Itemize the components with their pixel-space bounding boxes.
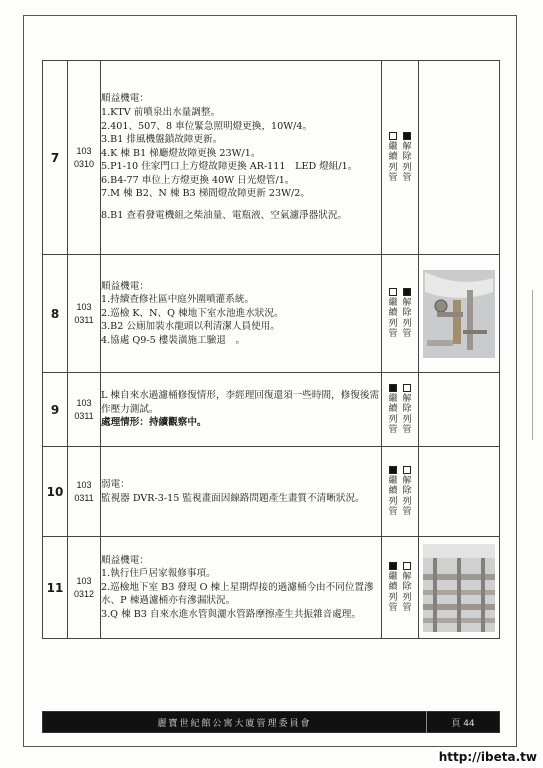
remove-tracking-checkbox [403, 132, 411, 140]
tracking-status [382, 447, 419, 537]
site-photo [423, 544, 495, 632]
continue-tracking-checkbox [389, 384, 397, 392]
content-line: 1.執行住戶居家報修事項。 [101, 568, 216, 580]
line-spacer [101, 201, 381, 209]
row-date [68, 447, 101, 537]
log-row [43, 537, 500, 639]
row-number: 10 [43, 447, 68, 537]
tracking-status [382, 373, 419, 447]
remove-tracking-checkbox [403, 562, 411, 570]
content-line: 6.B4-77 車位上方燈更換 40W 日光燈管/1。 [101, 174, 295, 186]
row-content [101, 447, 382, 537]
remove-tracking-option [402, 562, 412, 614]
content-line: 1.持續查修社區中庭外圍噴灌系統。 [101, 294, 255, 306]
committee-name: 麗寶世紀館公寓大廈管理委員會 [157, 718, 312, 729]
photo-cell [419, 61, 500, 255]
row-number: 9 [43, 373, 68, 447]
continue-tracking-option [388, 466, 398, 518]
date-year: 103 [76, 479, 92, 490]
date-month-day: 0310 [73, 158, 95, 169]
continue-tracking-option [388, 288, 398, 340]
continue-tracking-label: 繼續列管 [388, 475, 398, 517]
content-line: 3.B1 排風機盤鎖故障更新。 [101, 134, 223, 146]
content-line: 4.K 棟 B1 梯廳燈故障更換 23W/1。 [101, 147, 261, 159]
content-line: 1.KTV 前噴泉出水量調整。 [101, 106, 221, 118]
content-line: 8.B1 查看發電機組之柴油量、電瓶液、空氣濾淨器狀況。 [101, 210, 348, 222]
row-number: 11 [43, 537, 68, 639]
photo-cell [419, 537, 500, 639]
tracking-status [382, 537, 419, 639]
maintenance-log-table [42, 60, 500, 639]
page-edge [532, 290, 543, 440]
continue-tracking-option [388, 384, 398, 436]
continue-tracking-checkbox [389, 562, 397, 570]
continue-tracking-option [388, 562, 398, 614]
content-line: 弱電： [101, 478, 130, 490]
remove-tracking-label: 解除列管 [402, 571, 412, 613]
date-month-day: 0311 [74, 410, 94, 421]
row-date [68, 61, 101, 255]
remove-tracking-option [402, 288, 412, 340]
remove-tracking-checkbox [403, 466, 411, 474]
row-number: 8 [43, 255, 68, 373]
remove-tracking-label: 解除列管 [402, 297, 412, 339]
site-photo [423, 270, 495, 358]
remove-tracking-checkbox [403, 384, 411, 392]
remove-tracking-option [402, 132, 412, 184]
content-line: 順益機電： [101, 93, 149, 105]
remove-tracking-checkbox [403, 288, 411, 296]
continue-tracking-checkbox [389, 466, 397, 474]
content-line: 3.Q 棟 B3 自來水進水管與灑水管路摩擦產生共振雜音處理。 [101, 608, 361, 620]
log-row [43, 373, 500, 447]
remove-tracking-option [402, 466, 412, 518]
content-line: 順益機電： [101, 554, 149, 566]
row-date [68, 255, 101, 373]
row-date [68, 537, 101, 639]
continue-tracking-label: 繼續列管 [388, 571, 398, 613]
date-month-day: 0311 [74, 492, 94, 503]
content-line: 5.P1-10 住家門口上方燈故障更換 AR-111 LED 燈組/1。 [101, 161, 358, 173]
date-year: 103 [76, 145, 92, 156]
content-line: 順益機電： [101, 280, 149, 292]
continue-tracking-checkbox [389, 132, 397, 140]
continue-tracking-checkbox [389, 288, 397, 296]
content-line: 2.401、507、8 車位緊急照明燈更換，10W/4。 [101, 120, 313, 132]
date-year: 103 [76, 397, 92, 408]
row-date [68, 373, 101, 447]
content-line: 3.B2 公廁加裝水龍頭以利清潔人員使用。 [101, 321, 280, 333]
tracking-status [382, 61, 419, 255]
continue-tracking-label: 繼續列管 [388, 297, 398, 339]
remove-tracking-label: 解除列管 [402, 393, 412, 435]
page-number: 頁 44 [451, 718, 475, 729]
handling-status-line: 處理情形：持續觀察中。 [101, 417, 207, 429]
content-line: 7.M 棟 B2、N 棟 B3 梯間燈故障更新 23W/2。 [101, 188, 310, 200]
content-line: 2.巡檢 K、N、Q 棟地下室水池進水狀況。 [101, 307, 284, 319]
log-row [43, 255, 500, 373]
content-line: 4.協處 Q9-5 樓裝潢施工驗退 。 [101, 334, 246, 346]
log-row [43, 447, 500, 537]
page-footer [42, 711, 500, 733]
photo-cell [419, 373, 500, 447]
row-content [101, 537, 382, 639]
remove-tracking-option [402, 384, 412, 436]
log-row [43, 61, 500, 255]
remove-tracking-label: 解除列管 [402, 475, 412, 517]
row-content [101, 373, 382, 447]
row-number: 7 [43, 61, 68, 255]
photo-cell [419, 255, 500, 373]
date-year: 103 [76, 301, 92, 312]
content-line: L 棟自來水過濾桶修復情形，李經理回復還須一些時間，修復後需作壓力測試。 [101, 390, 380, 415]
continue-tracking-label: 繼續列管 [388, 393, 398, 435]
continue-tracking-label: 繼續列管 [388, 141, 398, 183]
photo-cell [419, 447, 500, 537]
row-content [101, 255, 382, 373]
date-month-day: 0312 [73, 588, 95, 599]
date-year: 103 [76, 575, 92, 586]
row-content [101, 61, 382, 255]
tracking-status [382, 255, 419, 373]
content-line: 2.巡檢地下室 B3 發現 O 棟上星期焊接的過濾桶今由不同位置滲水、P 棟過濾桶亦有滲漏狀況。 [101, 581, 374, 607]
content-line: 監視器 DVR-3-15 監視畫面因線路問題產生畫質不清晰狀況。 [101, 492, 365, 504]
watermark: http://ibeta.tw [438, 750, 537, 764]
date-month-day: 0311 [74, 314, 94, 325]
continue-tracking-option [388, 132, 398, 184]
remove-tracking-label: 解除列管 [402, 141, 412, 183]
